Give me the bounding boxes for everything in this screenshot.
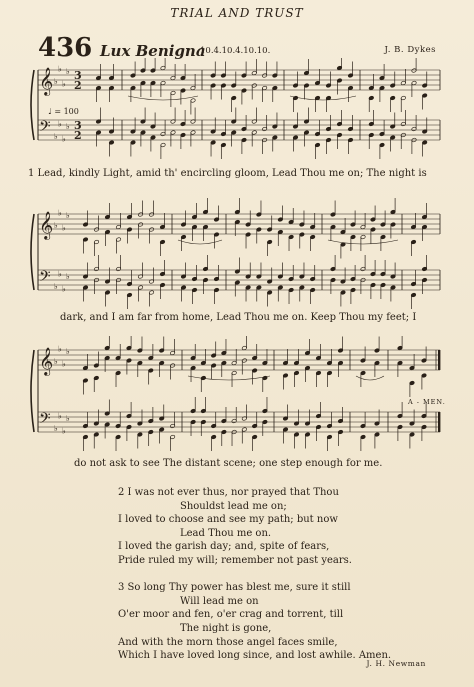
verse-line: And with the morn those angel faces smile, <box>118 636 338 648</box>
flat-sign: ♭ <box>62 79 66 89</box>
flat-sign: ♭ <box>66 122 70 131</box>
treble-clef: 𝄞 <box>39 347 54 375</box>
flat-sign: ♭ <box>66 347 70 356</box>
flat-sign: ♭ <box>58 119 62 129</box>
treble-clef: 𝄞 <box>39 211 54 239</box>
final-barline <box>438 350 440 370</box>
flat-sign: ♭ <box>62 134 66 144</box>
flat-sign: ♭ <box>62 426 66 436</box>
bass-clef: 𝄢 <box>39 268 51 289</box>
time-signature-upper: 3 <box>74 69 82 82</box>
time-signature-lower: 2 <box>74 129 82 142</box>
bass-clef: 𝄢 <box>39 118 51 139</box>
author: J. H. Newman <box>366 659 426 668</box>
flat-sign: ♭ <box>54 357 58 366</box>
tune-name: Lux Benigna <box>100 42 206 60</box>
verse-line: I loved to choose and see my path; but now <box>118 514 338 526</box>
flat-sign: ♭ <box>66 211 70 220</box>
verse-line: Which I have loved long since, and lost awhile. Amen. <box>118 650 392 662</box>
brace <box>31 350 34 432</box>
meter: 10.4.10.4.10.10. <box>200 46 271 56</box>
tempo-mark: ♩ = 100 <box>48 107 79 116</box>
lyric-line-1: 1 Lead, kindly Light, amid th' encircling gloom, Lead Thou me on; The night is <box>28 168 427 179</box>
flat-sign: ♭ <box>58 411 62 421</box>
flat-sign: ♭ <box>58 64 62 74</box>
flat-sign: ♭ <box>62 223 66 233</box>
time-signature-lower: 2 <box>74 79 82 92</box>
verse-line: I loved the garish day; and, spite of fears, <box>118 541 330 553</box>
verse-line: Shouldst lead me on; <box>180 500 287 512</box>
flat-sign: ♭ <box>58 344 62 354</box>
flat-sign: ♭ <box>62 284 66 294</box>
flat-sign: ♭ <box>66 67 70 76</box>
time-signature-upper: 3 <box>74 119 82 132</box>
flat-sign: ♭ <box>54 282 58 291</box>
flat-sign: ♭ <box>66 414 70 423</box>
brace <box>31 70 34 140</box>
brace <box>31 214 34 290</box>
bass-clef: 𝄢 <box>39 410 51 431</box>
music-system-3 <box>0 336 474 456</box>
verse-line: The night is gone, <box>180 623 272 634</box>
verse-line: Lead Thou me on. <box>180 527 272 539</box>
flat-sign: ♭ <box>54 77 58 86</box>
slur <box>328 240 398 244</box>
lyric-line-2: dark, and I am far from home, Lead Thou me on. Keep Thou my feet; I <box>60 312 417 323</box>
flat-sign: ♭ <box>58 269 62 279</box>
hymn-number: 436 <box>38 33 93 63</box>
amen-mark: A - MEN. <box>408 398 446 406</box>
verse-line: O'er moor and fen, o'er crag and torrent, till <box>118 609 344 621</box>
lyric-line-3: do not ask to see The distant scene; one step enough for me. <box>74 458 383 469</box>
music-system-1 <box>0 58 474 166</box>
verse-line: Pride ruled my will; remember not past years. <box>118 555 352 566</box>
slur <box>178 240 222 244</box>
treble-clef: 𝄞 <box>39 67 54 95</box>
flat-sign: ♭ <box>58 208 62 218</box>
slur <box>188 376 270 380</box>
verse-line: 2 I was not ever thus, nor prayed that Thou <box>118 487 339 498</box>
slur <box>356 376 384 380</box>
flat-sign: ♭ <box>66 272 70 281</box>
slur <box>290 96 356 100</box>
flat-sign: ♭ <box>62 359 66 369</box>
final-barline <box>438 412 440 432</box>
music-system-2 <box>0 194 474 314</box>
slur <box>128 96 198 100</box>
composer: J. B. Dykes <box>384 45 436 55</box>
running-head: TRIAL AND TRUST <box>170 6 304 20</box>
flat-sign: ♭ <box>54 424 58 433</box>
verse-line: 3 So long Thy power has blest me, sure it still <box>118 582 351 594</box>
flat-sign: ♭ <box>54 221 58 230</box>
flat-sign: ♭ <box>54 132 58 141</box>
verse-line: Will lead me on <box>180 595 259 607</box>
